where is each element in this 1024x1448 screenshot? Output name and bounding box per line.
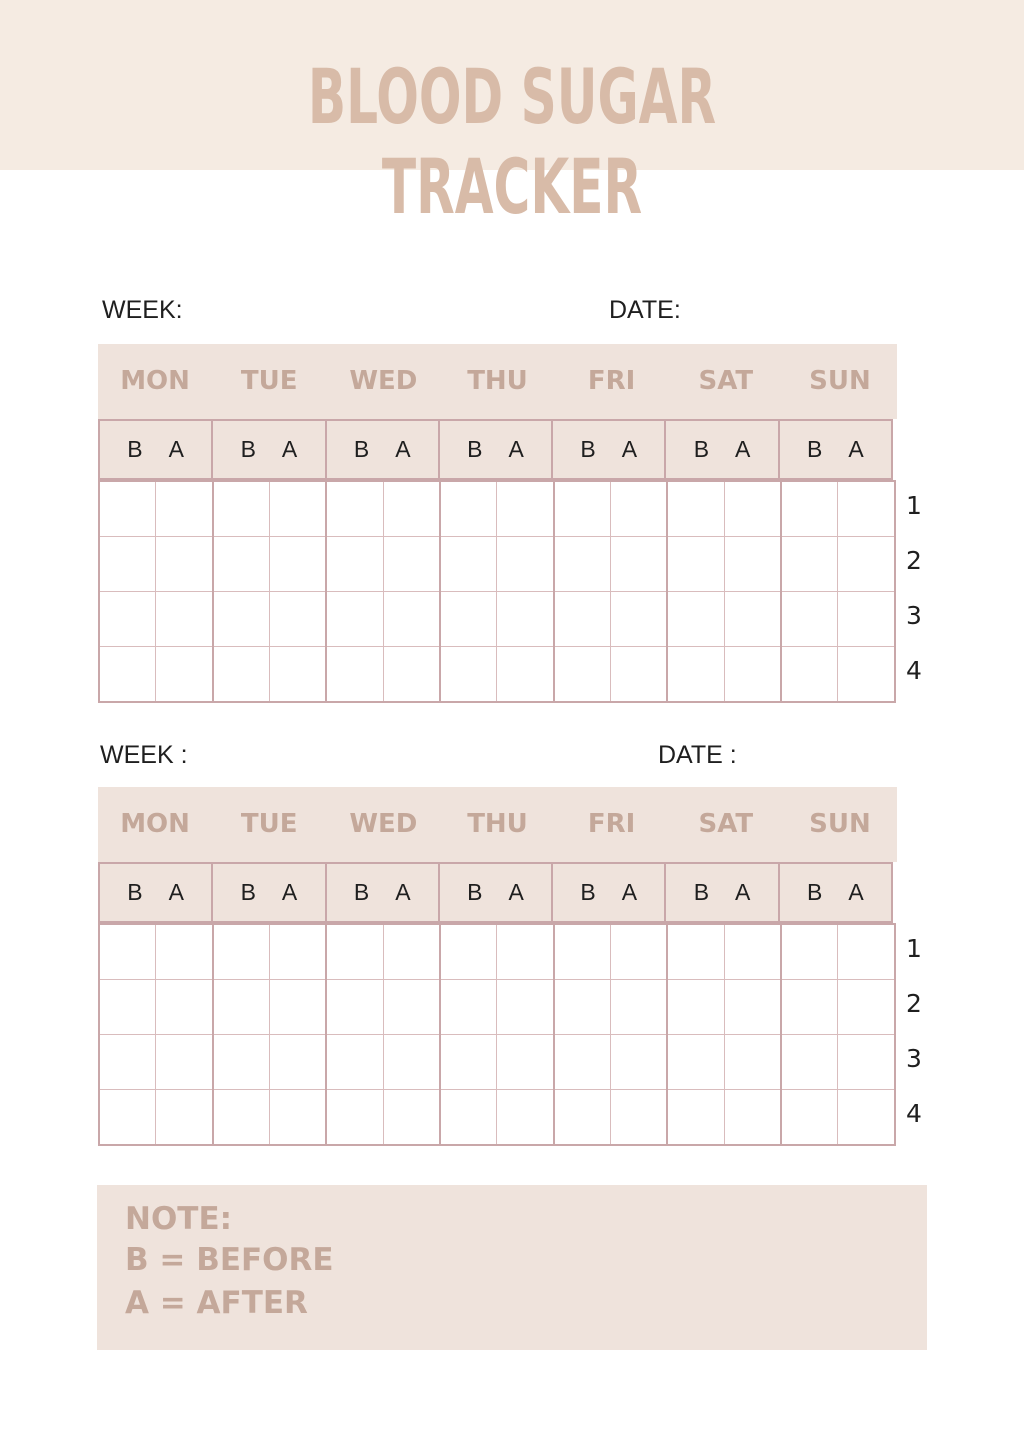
entry-cell[interactable] xyxy=(213,1090,270,1146)
before-label: B xyxy=(580,879,596,905)
entry-cell[interactable] xyxy=(156,647,213,703)
entry-cell[interactable] xyxy=(326,537,383,592)
note-heading: NOTE: xyxy=(125,1201,233,1237)
after-label: A xyxy=(621,436,638,462)
entry-cell[interactable] xyxy=(326,592,383,647)
entry-cell[interactable] xyxy=(554,592,611,647)
entry-cell[interactable] xyxy=(326,924,383,980)
before-after-row xyxy=(98,862,893,923)
entry-cell[interactable] xyxy=(156,481,213,537)
after-label: A xyxy=(848,436,864,462)
before-label: B xyxy=(127,879,143,905)
before-after-cell xyxy=(778,864,891,921)
entry-cell[interactable] xyxy=(667,980,724,1035)
after-label: A xyxy=(281,879,298,905)
header-banner xyxy=(0,0,1024,231)
entry-cell[interactable] xyxy=(838,1090,895,1146)
day-header: MON xyxy=(120,366,190,396)
entry-cell[interactable] xyxy=(838,980,895,1035)
entry-cell[interactable] xyxy=(611,924,668,980)
entry-cell[interactable] xyxy=(213,592,270,647)
entry-cell[interactable] xyxy=(270,592,327,647)
entry-cell[interactable] xyxy=(497,1035,554,1090)
after-label: A xyxy=(508,436,524,462)
entry-cell[interactable] xyxy=(554,1035,611,1090)
day-header: MON xyxy=(120,809,190,839)
entry-cell[interactable] xyxy=(611,592,668,647)
entry-cell[interactable] xyxy=(838,592,895,647)
row-number: 4 xyxy=(906,1099,922,1128)
week-label: WEEK: xyxy=(102,296,183,324)
after-label: A xyxy=(508,879,524,905)
day-header: THU xyxy=(467,366,528,396)
entry-cell[interactable] xyxy=(667,924,724,980)
entry-cell[interactable] xyxy=(270,1090,327,1146)
entry-cell[interactable] xyxy=(99,924,156,980)
entry-cell[interactable] xyxy=(99,592,156,647)
entry-cell[interactable] xyxy=(99,647,156,703)
before-after-cell xyxy=(100,421,211,478)
entry-cell[interactable] xyxy=(781,537,838,592)
after-label: A xyxy=(621,879,638,905)
entry-cell[interactable] xyxy=(213,924,270,980)
before-after-cell xyxy=(664,421,777,478)
entry-cell[interactable] xyxy=(326,1035,383,1090)
entry-cell[interactable] xyxy=(156,592,213,647)
entry-cell[interactable] xyxy=(724,980,781,1035)
after-label: A xyxy=(735,436,751,462)
entry-cell[interactable] xyxy=(554,537,611,592)
entry-cell[interactable] xyxy=(440,924,497,980)
grid-row xyxy=(99,537,895,592)
entry-cell[interactable] xyxy=(440,592,497,647)
entry-cell[interactable] xyxy=(383,1035,440,1090)
entry-cell[interactable] xyxy=(667,481,724,537)
entry-cell[interactable] xyxy=(554,481,611,537)
page-title: BLOOD SUGAR TRACKER xyxy=(307,52,717,231)
entry-cell[interactable] xyxy=(440,537,497,592)
day-header: SAT xyxy=(698,366,754,396)
row-number: 3 xyxy=(906,601,922,630)
entry-cell[interactable] xyxy=(99,980,156,1035)
entry-cell[interactable] xyxy=(383,924,440,980)
entry-cell[interactable] xyxy=(156,980,213,1035)
after-label: A xyxy=(395,879,411,905)
entry-cell[interactable] xyxy=(440,1035,497,1090)
entry-cell[interactable] xyxy=(724,647,781,703)
entry-cell[interactable] xyxy=(781,592,838,647)
entry-cell[interactable] xyxy=(497,1090,554,1146)
row-number: 4 xyxy=(906,656,922,685)
entry-cell[interactable] xyxy=(554,647,611,703)
entry-cell[interactable] xyxy=(554,980,611,1035)
before-after-cell xyxy=(211,864,324,921)
after-label: A xyxy=(848,879,864,905)
entry-cell[interactable] xyxy=(156,924,213,980)
entry-cell[interactable] xyxy=(383,481,440,537)
day-header: FRI xyxy=(587,809,636,839)
entry-cell[interactable] xyxy=(554,1090,611,1146)
entry-cell[interactable] xyxy=(611,537,668,592)
before-label: B xyxy=(240,879,256,905)
entry-cell[interactable] xyxy=(667,1035,724,1090)
before-label: B xyxy=(353,436,370,462)
entry-cell[interactable] xyxy=(270,1035,327,1090)
before-label: B xyxy=(127,436,143,462)
entry-cell[interactable] xyxy=(724,592,781,647)
date-label: DATE : xyxy=(658,741,737,769)
day-header: TUE xyxy=(240,366,298,396)
week-label: WEEK : xyxy=(100,741,188,769)
grid-row xyxy=(99,1035,895,1090)
before-after-cell xyxy=(664,864,777,921)
before-label: B xyxy=(580,436,596,462)
grid-row xyxy=(99,647,895,703)
entry-cell[interactable] xyxy=(383,592,440,647)
entry-cell[interactable] xyxy=(270,980,327,1035)
before-label: B xyxy=(240,436,256,462)
entry-cell[interactable] xyxy=(213,481,270,537)
entry-cell[interactable] xyxy=(213,980,270,1035)
entry-cell[interactable] xyxy=(611,481,668,537)
day-header: SUN xyxy=(809,809,871,839)
entry-cell[interactable] xyxy=(326,980,383,1035)
before-label: B xyxy=(467,879,483,905)
day-header: SAT xyxy=(698,809,754,839)
entry-cell[interactable] xyxy=(440,481,497,537)
before-after-cell xyxy=(438,864,551,921)
entry-cell[interactable] xyxy=(781,647,838,703)
entry-cell[interactable] xyxy=(611,1090,668,1146)
before-after-cell xyxy=(551,864,664,921)
row-number: 2 xyxy=(906,989,922,1018)
entry-cell[interactable] xyxy=(838,537,895,592)
entry-cell[interactable] xyxy=(611,980,668,1035)
entry-cell[interactable] xyxy=(667,1090,724,1146)
before-after-cell xyxy=(551,421,664,478)
after-label: A xyxy=(281,436,298,462)
entry-cell[interactable] xyxy=(724,537,781,592)
entry-cell[interactable] xyxy=(554,924,611,980)
day-header: TUE xyxy=(240,809,298,839)
entry-cell[interactable] xyxy=(99,1035,156,1090)
entry-cell[interactable] xyxy=(611,1035,668,1090)
entry-cell[interactable] xyxy=(440,1090,497,1146)
entry-cell[interactable] xyxy=(781,980,838,1035)
entry-cell[interactable] xyxy=(213,537,270,592)
entry-cell[interactable] xyxy=(838,924,895,980)
before-after-cell xyxy=(325,864,438,921)
entry-cell[interactable] xyxy=(156,537,213,592)
before-label: B xyxy=(693,879,710,905)
entry-cell[interactable] xyxy=(99,537,156,592)
entry-cell[interactable] xyxy=(383,537,440,592)
entry-cell[interactable] xyxy=(270,537,327,592)
entry-cell[interactable] xyxy=(724,924,781,980)
before-label: B xyxy=(353,879,370,905)
entry-cell[interactable] xyxy=(781,481,838,537)
entry-cell[interactable] xyxy=(156,1090,213,1146)
grid-row xyxy=(99,980,895,1035)
row-number: 2 xyxy=(906,546,922,575)
before-label: B xyxy=(467,436,483,462)
grid-row xyxy=(99,481,895,537)
entry-cell[interactable] xyxy=(497,924,554,980)
entry-cell[interactable] xyxy=(724,481,781,537)
note-box xyxy=(97,1185,927,1350)
day-header: WED xyxy=(349,366,418,396)
entry-cell[interactable] xyxy=(383,980,440,1035)
entry-cell[interactable] xyxy=(326,481,383,537)
row-number: 1 xyxy=(906,491,922,520)
day-header: WED xyxy=(349,809,418,839)
before-after-cell xyxy=(325,421,438,478)
entry-cell[interactable] xyxy=(781,924,838,980)
entry-cell[interactable] xyxy=(156,1035,213,1090)
entry-cell[interactable] xyxy=(611,647,668,703)
entry-cell[interactable] xyxy=(781,1090,838,1146)
note-before-line: B = BEFORE xyxy=(125,1242,334,1278)
day-header-row xyxy=(98,787,897,862)
entry-cell[interactable] xyxy=(724,1035,781,1090)
entry-grid xyxy=(98,923,896,1146)
row-number: 1 xyxy=(906,934,922,963)
entry-cell[interactable] xyxy=(497,481,554,537)
day-header: SUN xyxy=(809,366,871,396)
grid-row xyxy=(99,592,895,647)
before-after-cell xyxy=(438,421,551,478)
before-label: B xyxy=(806,436,823,462)
entry-grid xyxy=(98,480,896,703)
entry-cell[interactable] xyxy=(838,1035,895,1090)
entry-cell[interactable] xyxy=(497,980,554,1035)
entry-cell[interactable] xyxy=(270,647,327,703)
entry-cell[interactable] xyxy=(270,924,327,980)
day-header-row xyxy=(98,344,897,419)
entry-cell[interactable] xyxy=(667,537,724,592)
entry-cell[interactable] xyxy=(497,537,554,592)
day-header: THU xyxy=(467,809,528,839)
entry-cell[interactable] xyxy=(667,647,724,703)
entry-cell[interactable] xyxy=(497,647,554,703)
grid-row xyxy=(99,924,895,980)
after-label: A xyxy=(735,879,751,905)
entry-cell[interactable] xyxy=(781,1035,838,1090)
date-label: DATE: xyxy=(609,296,681,324)
entry-cell[interactable] xyxy=(270,481,327,537)
entry-cell[interactable] xyxy=(326,1090,383,1146)
entry-cell[interactable] xyxy=(383,1090,440,1146)
row-number: 3 xyxy=(906,1044,922,1073)
day-header: FRI xyxy=(587,366,636,396)
before-after-row xyxy=(98,419,893,480)
entry-cell[interactable] xyxy=(213,1035,270,1090)
entry-cell[interactable] xyxy=(497,592,554,647)
after-label: A xyxy=(168,436,184,462)
after-label: A xyxy=(168,879,184,905)
before-after-cell xyxy=(211,421,324,478)
entry-cell[interactable] xyxy=(724,1090,781,1146)
after-label: A xyxy=(395,436,411,462)
entry-cell[interactable] xyxy=(99,481,156,537)
entry-cell[interactable] xyxy=(213,647,270,703)
before-after-cell xyxy=(778,421,891,478)
before-after-cell xyxy=(100,864,211,921)
grid-row xyxy=(99,1090,895,1146)
entry-cell[interactable] xyxy=(667,592,724,647)
before-label: B xyxy=(806,879,823,905)
entry-cell[interactable] xyxy=(383,647,440,703)
entry-cell[interactable] xyxy=(838,481,895,537)
entry-cell[interactable] xyxy=(440,647,497,703)
before-label: B xyxy=(693,436,710,462)
entry-cell[interactable] xyxy=(440,980,497,1035)
entry-cell[interactable] xyxy=(838,647,895,703)
entry-cell[interactable] xyxy=(326,647,383,703)
entry-cell[interactable] xyxy=(99,1090,156,1146)
note-after-line: A = AFTER xyxy=(125,1285,308,1321)
